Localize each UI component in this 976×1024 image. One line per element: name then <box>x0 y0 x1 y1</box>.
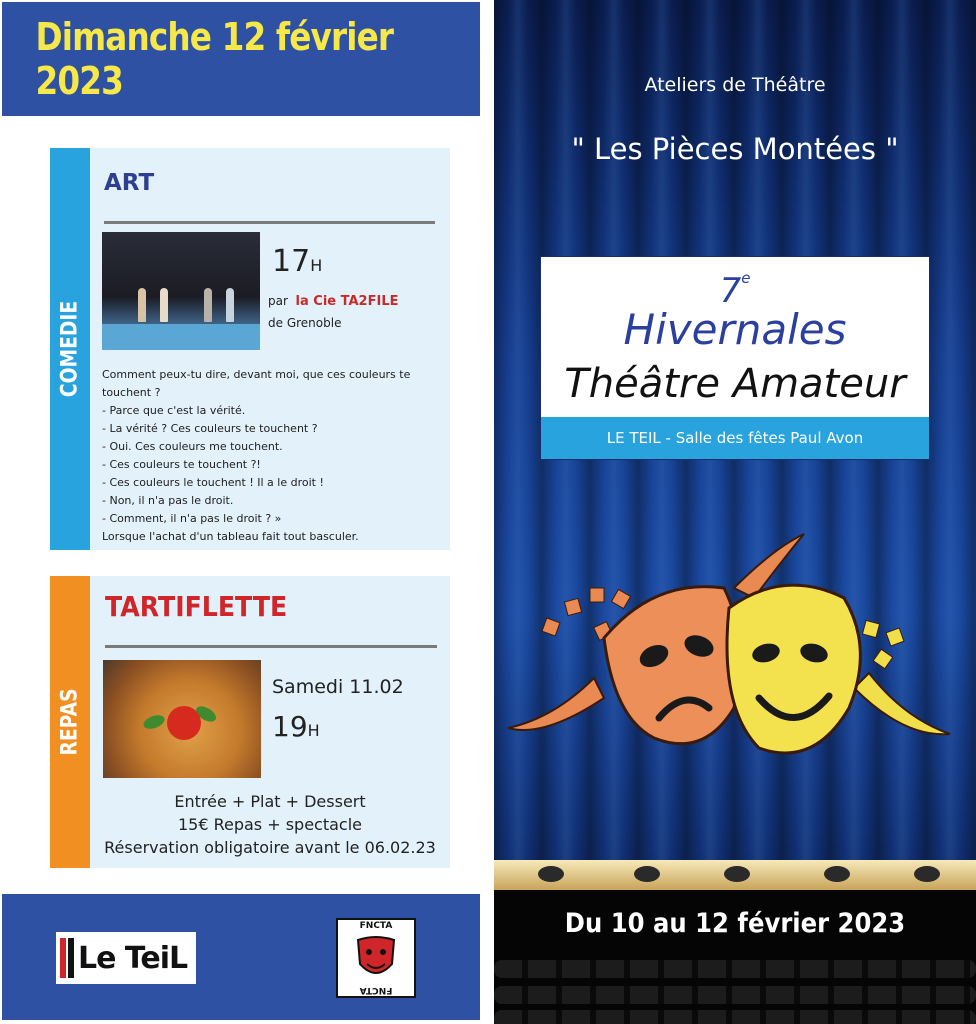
repas-category-label: REPAS <box>57 688 83 756</box>
synopsis-line: Lorsque l'achat d'un tableau fait tout basculer. <box>102 530 359 543</box>
actor-figure <box>160 288 168 322</box>
repas-info <box>90 790 450 859</box>
actor-figure <box>226 288 234 322</box>
festival-subtitle: Théâtre Amateur <box>564 361 906 407</box>
repas-info-line: Réservation obligatoire avant le 06.02.23 <box>104 838 436 857</box>
date-banner <box>2 2 480 116</box>
art-synopsis <box>102 366 442 546</box>
fncta-logo-text: FNCTA <box>359 921 393 931</box>
tartiflette-photo <box>103 660 261 778</box>
synopsis-line: - Parce que c'est la vérité. <box>102 404 246 417</box>
repas-day: Samedi 11.02 <box>272 676 404 698</box>
fncta-logo-text-bottom: FNCTA <box>359 985 393 995</box>
art-title: ART <box>104 170 155 196</box>
festival-edition: 7e <box>719 269 751 311</box>
fncta-logo <box>336 918 416 998</box>
synopsis-line: - Non, il n'a pas le droit. <box>102 494 234 507</box>
festival-location: LE TEIL - Salle des fêtes Paul Avon <box>541 417 929 459</box>
repas-info-line: Entrée + Plat + Dessert <box>174 792 366 811</box>
art-title-divider <box>104 221 435 224</box>
synopsis-line: Comment peux-tu dire, devant moi, que ces couleurs te <box>102 368 411 381</box>
art-company-city: de Grenoble <box>268 316 342 330</box>
festival-name: Hivernales <box>623 305 847 354</box>
art-event-card <box>50 148 450 550</box>
synopsis-line: - Ces couleurs le touchent ! Il a le droit ! <box>102 476 324 489</box>
le-teil-logo-text: Le TeiL <box>78 940 188 976</box>
stage-floor <box>102 324 260 350</box>
basil-leaf <box>142 713 167 732</box>
repas-title-divider <box>105 645 437 648</box>
le-teil-logo <box>56 932 196 984</box>
cover-panel <box>494 0 976 1024</box>
repas-info-line: 15€ Repas + spectacle <box>177 815 363 834</box>
comedie-category-bar <box>50 148 90 550</box>
comedie-category-label: COMEDIE <box>57 300 83 398</box>
repas-event-card <box>50 576 450 868</box>
repas-title: TARTIFLETTE <box>105 590 288 623</box>
theatre-masks-icon <box>504 528 960 768</box>
ateliers-heading: Ateliers de Théâtre <box>644 74 826 96</box>
festival-dates: Du 10 au 12 février 2023 <box>564 908 906 939</box>
repas-time: 19H <box>272 710 320 743</box>
festival-title-box <box>540 256 930 460</box>
synopsis-line: - La vérité ? Ces couleurs te touchent ? <box>102 422 318 435</box>
synopsis-line: - Comment, il n'a pas le droit ? » <box>102 512 282 525</box>
date-banner-text: Dimanche 12 février 2023 <box>35 15 394 103</box>
synopsis-line: - Ces couleurs te touchent ?! <box>102 458 261 471</box>
actor-figure <box>204 288 212 322</box>
sponsor-footer <box>2 894 480 1020</box>
stage-edge <box>494 860 976 890</box>
le-teil-logo-bars <box>60 938 76 978</box>
art-stage-photo <box>102 232 260 350</box>
tomato <box>167 706 201 740</box>
repas-category-bar <box>50 576 90 868</box>
pieces-montees-heading: " Les Pièces Montées " <box>571 132 899 166</box>
art-time: 17H <box>272 244 323 279</box>
actor-figure <box>138 288 146 322</box>
art-company-name: la Cie TA2FILE <box>295 294 399 309</box>
synopsis-line: - Oui. Ces couleurs me touchent. <box>102 440 283 453</box>
art-company-line: par la Cie TA2FILE <box>268 294 399 309</box>
synopsis-line: touchent ? <box>102 386 161 399</box>
theatre-mask-icon <box>354 934 398 982</box>
